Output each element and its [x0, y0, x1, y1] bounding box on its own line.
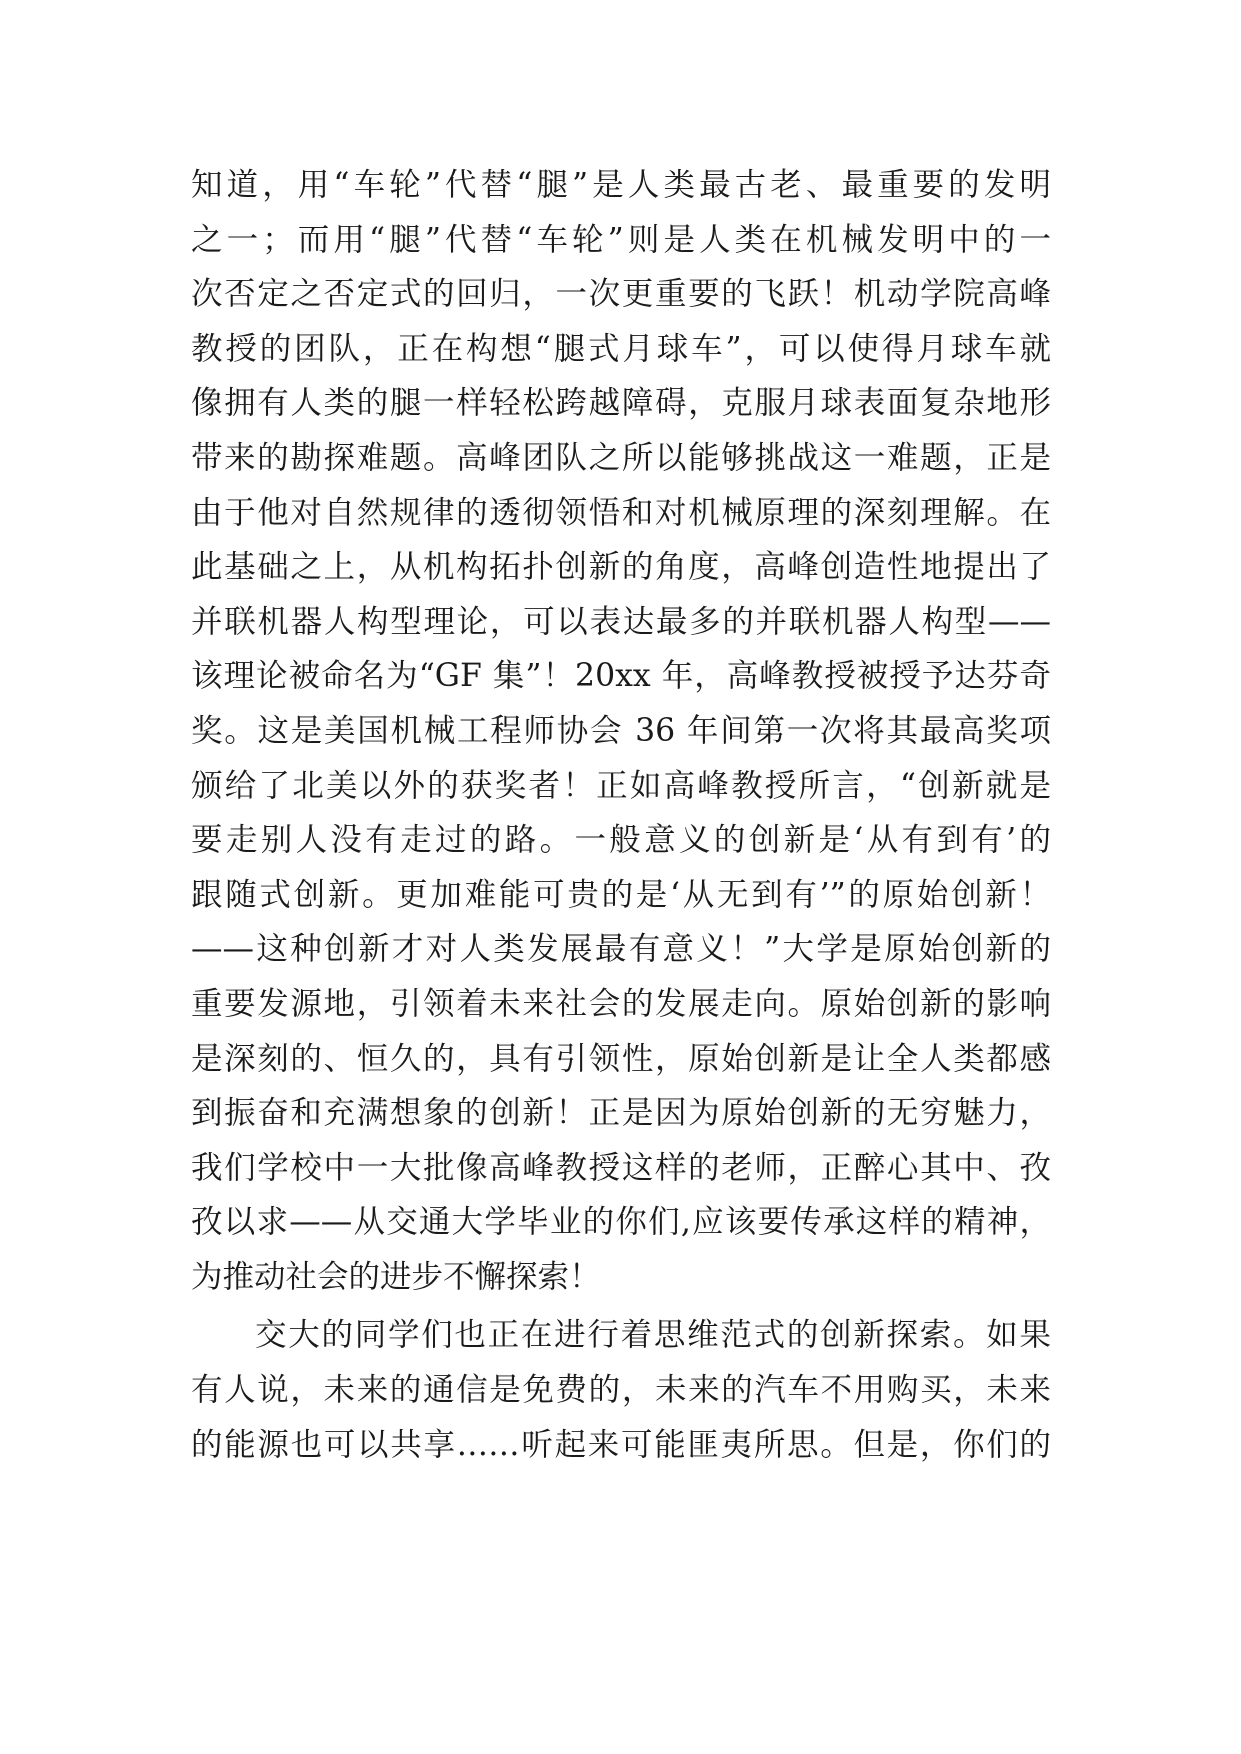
- text-line: 并联机器人构型理论，可以表达最多的并联机器人构型——: [191, 603, 1051, 640]
- text-line: 重要发源地，引领着未来社会的发展走向。原始创新的影响: [191, 985, 1051, 1022]
- text-line: 有人说，未来的通信是免费的，未来的汽车不用购买，未来: [191, 1372, 1051, 1409]
- text-line: 由于他对自然规律的透彻领悟和对机械原理的深刻理解。在: [191, 494, 1051, 531]
- text-line: 奖。这是美国机械工程师协会 36 年间第一次将其最高奖项: [191, 712, 1051, 749]
- body-text: [191, 158, 1051, 1472]
- text-line: 为推动社会的进步不懈探索！: [191, 1258, 601, 1295]
- text-line: 教授的团队，正在构想“腿式月球车”，可以使得月球车就: [191, 330, 1051, 367]
- text-line: ——这种创新才对人类发展最有意义！”大学是原始创新的: [191, 931, 1051, 968]
- text-line: 孜以求——从交通大学毕业的你们,应该要传承这样的精神，: [191, 1204, 1051, 1241]
- text-line: 之一；而用“腿”代替“车轮”则是人类在机械发明中的一: [191, 221, 1051, 258]
- text-line: 颁给了北美以外的获奖者！正如高峰教授所言，“创新就是: [191, 767, 1051, 804]
- paragraph-2: [191, 1308, 1051, 1472]
- text-line: 该理论被命名为“GF 集”！20xx 年，高峰教授被授予达芬奇: [191, 658, 1051, 695]
- paragraph-1: [191, 158, 1051, 1304]
- text-line: 到振奋和充满想象的创新！正是因为原始创新的无穷魅力，: [191, 1095, 1051, 1132]
- text-line: 的能源也可以共享……听起来可能匪夷所思。但是，你们的: [191, 1426, 1051, 1463]
- text-line: 次否定之否定式的回归，一次更重要的飞跃！机动学院高峰: [191, 276, 1051, 313]
- text-line: 是深刻的、恒久的，具有引领性，原始创新是让全人类都感: [191, 1040, 1051, 1077]
- text-line: 我们学校中一大批像高峰教授这样的老师，正醉心其中、孜: [191, 1149, 1051, 1186]
- text-line: 要走别人没有走过的路。一般意义的创新是‘从有到有’的: [191, 822, 1051, 859]
- text-line: 交大的同学们也正在进行着思维范式的创新探索。如果: [255, 1317, 1051, 1354]
- text-line: 带来的勘探难题。高峰团队之所以能够挑战这一难题，正是: [191, 439, 1051, 476]
- text-line: 像拥有人类的腿一样轻松跨越障碍，克服月球表面复杂地形: [191, 385, 1051, 422]
- text-line: 跟随式创新。更加难能可贵的是‘从无到有’”的原始创新！: [191, 876, 1051, 913]
- text-line: 此基础之上，从机构拓扑创新的角度，高峰创造性地提出了: [191, 549, 1051, 586]
- text-line: 知道，用“车轮”代替“腿”是人类最古老、最重要的发明: [191, 167, 1051, 203]
